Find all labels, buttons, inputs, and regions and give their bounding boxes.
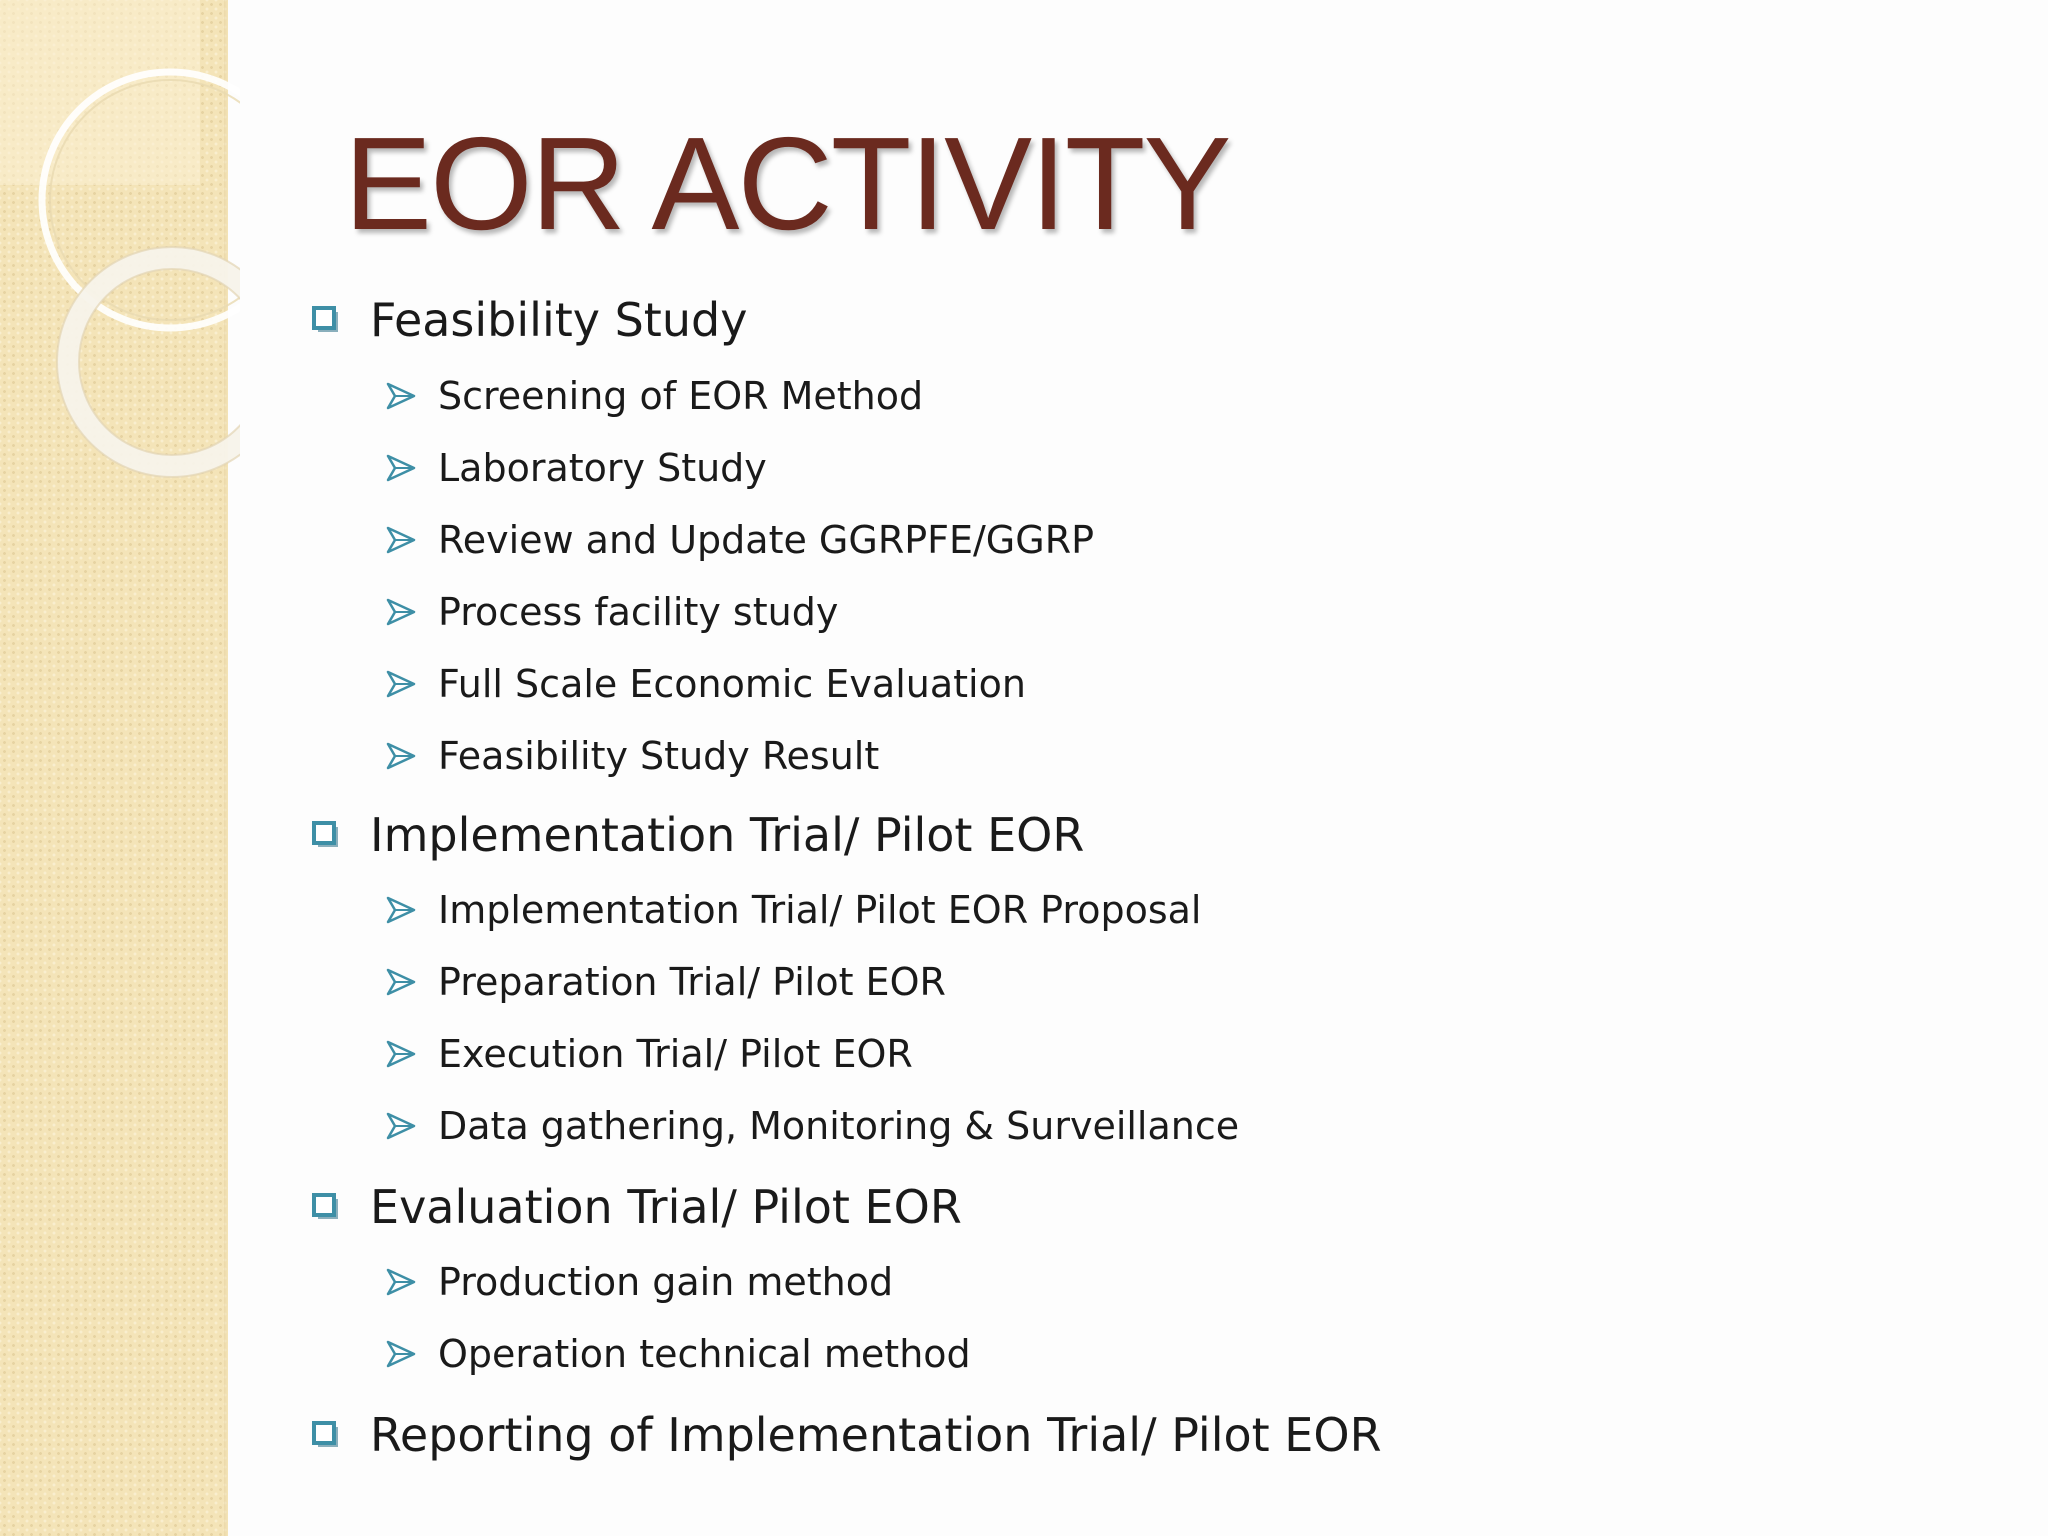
hollow-square-icon — [312, 821, 340, 849]
list-item-label: Execution Trial/ Pilot EOR — [438, 1032, 913, 1076]
arrowhead-icon — [386, 381, 416, 411]
arrowhead-icon — [386, 1111, 416, 1141]
list-item-label: Implementation Trial/ Pilot EOR Proposal — [438, 888, 1202, 932]
arrowhead-icon — [386, 1267, 416, 1297]
list-item — [386, 442, 767, 494]
section-heading — [312, 1177, 962, 1237]
arrowhead-icon — [386, 1339, 416, 1369]
section-heading-label: Reporting of Implementation Trial/ Pilot EOR — [370, 1408, 1382, 1462]
list-item-label: Full Scale Economic Evaluation — [438, 662, 1026, 706]
slide-title: EOR ACTIVITY — [344, 110, 1230, 257]
list-item-label: Operation technical method — [438, 1332, 971, 1376]
section-heading-label: Evaluation Trial/ Pilot EOR — [370, 1180, 962, 1234]
list-item — [386, 370, 923, 422]
list-item — [386, 956, 946, 1008]
list-item — [386, 1256, 893, 1308]
arrowhead-icon — [386, 741, 416, 771]
arrowhead-icon — [386, 453, 416, 483]
list-item — [386, 586, 838, 638]
list-item-label: Process facility study — [438, 590, 839, 634]
list-item-label: Production gain method — [438, 1260, 894, 1304]
arrowhead-icon — [386, 525, 416, 555]
arrowhead-icon — [386, 597, 416, 627]
list-item — [386, 730, 879, 782]
arrowhead-icon — [386, 895, 416, 925]
section-heading — [312, 290, 747, 350]
list-item-label: Feasibility Study Result — [438, 734, 880, 778]
list-item-label: Review and Update GGRPFE/GGRP — [438, 518, 1095, 562]
list-item — [386, 884, 1201, 936]
hollow-square-icon — [312, 1193, 340, 1221]
arrowhead-icon — [386, 669, 416, 699]
list-item — [386, 514, 1094, 566]
list-item — [386, 1028, 913, 1080]
list-item — [386, 1328, 971, 1380]
list-item — [386, 658, 1026, 710]
hollow-square-icon — [312, 306, 340, 334]
section-heading — [312, 1405, 1382, 1465]
list-item — [386, 1100, 1239, 1152]
list-item-label: Laboratory Study — [438, 446, 767, 490]
section-heading-label: Implementation Trial/ Pilot EOR — [370, 808, 1085, 862]
list-item-label: Preparation Trial/ Pilot EOR — [438, 960, 946, 1004]
list-item-label: Data gathering, Monitoring & Surveillance — [438, 1104, 1240, 1148]
arrowhead-icon — [386, 1039, 416, 1069]
hollow-square-icon — [312, 1421, 340, 1449]
section-heading-label: Feasibility Study — [370, 293, 748, 347]
arrowhead-icon — [386, 967, 416, 997]
list-item-label: Screening of EOR Method — [438, 374, 924, 418]
section-heading — [312, 805, 1084, 865]
